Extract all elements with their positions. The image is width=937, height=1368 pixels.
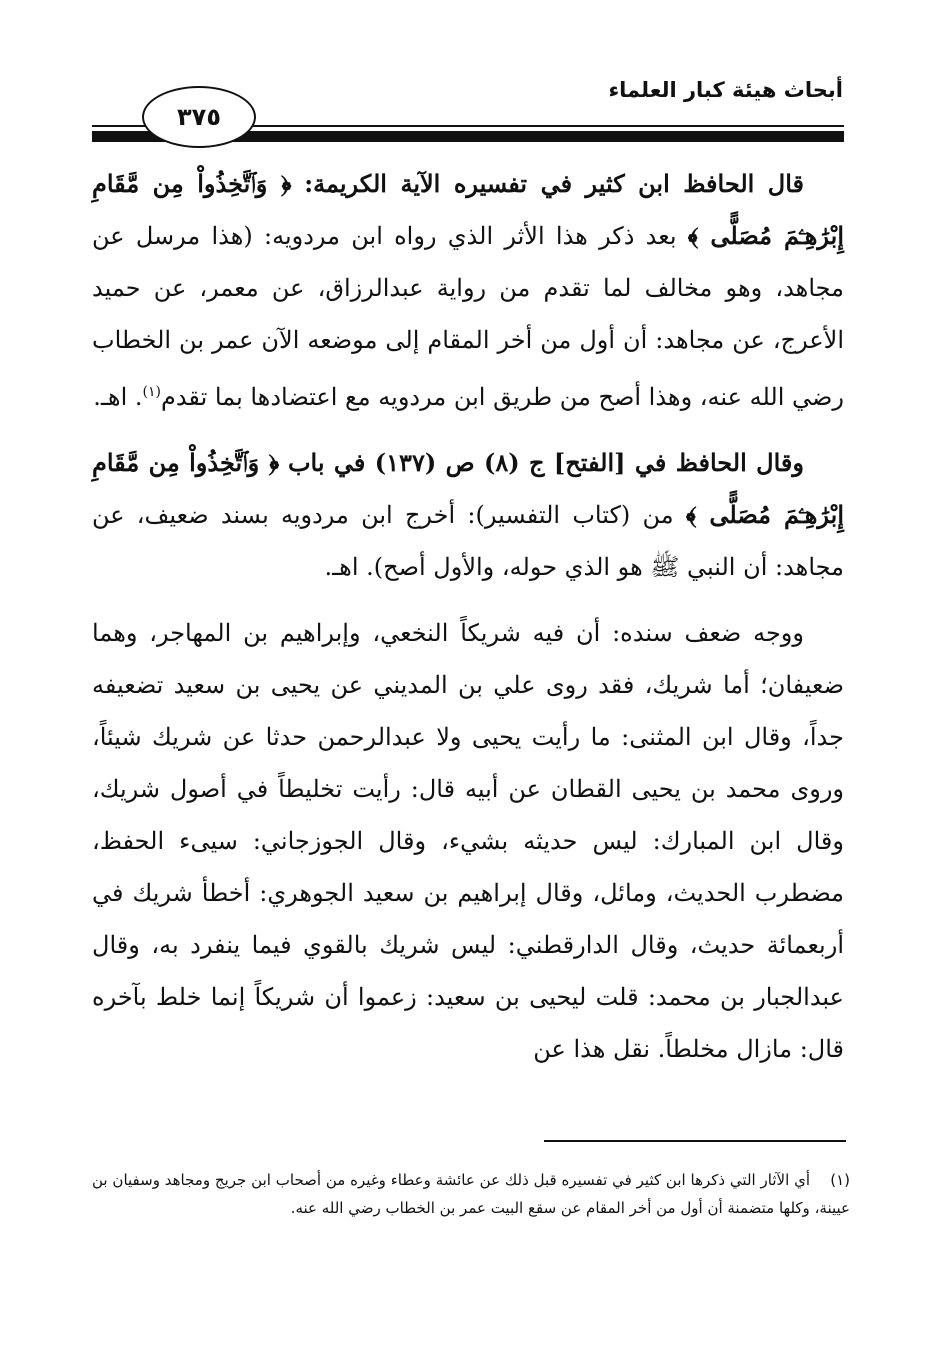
paragraph-text: بعد ذكر هذا الأثر الذي رواه ابن مردويه: (هذا مرسل عن مجاهد، وهو مخالف لما تقدم من رواية عبدالرزاق، عن معمر، عن حميد الأعرج، عن مجاهد: أن أول من أخر المقام إلى موضعه الآن عمر بن الخطاب رضي الله عنه، وهذا أصح من طريق ابن مردويه مع اعتضادها بما تقدم	[92, 222, 844, 411]
footnote-reference: (١)	[142, 384, 161, 400]
paragraph-text: ووجه ضعف سنده: أن فيه شريكاً النخعي، وإبراهيم بن المهاجر، وهما ضعيفان؛ أما شريك، فقد روى علي بن المديني عن يحيى بن سعيد تضعيفه جداً، وقال ابن المثنى: ما رأيت يحيى ولا عبدالرحمن حدثا عن شريك شيئاً، وروى محمد بن يحيى القطان عن أبيه قال: رأيت تخليطاً في أصول شريك، وقال ابن المبارك: ليس حديثه بشيء، وقال الجوزجاني: سيىء الحفظ، مضطرب الحديث، ومائل، وقال إبراهيم بن سعيد الجوهري: أخطأ شريك في أربعمائة حديث، وقال الدارقطني: ليس شريك بالقوي فيما ينفرد به، وقال عبدالجبار بن محمد: قلت ليحيى بن سعيد: زعموا أن شريكاً إنما خلط بآخره قال: مازال مخلطاً. نقل هذا عن	[92, 619, 844, 1063]
page-number-badge	[142, 86, 256, 148]
paragraph-weakness	[92, 607, 844, 1075]
paragraph-end: . اهـ.	[93, 383, 143, 411]
paragraph-lead: قال الحافظ ابن كثير في تفسيره الآية الكريمة:	[304, 169, 804, 198]
main-text	[92, 158, 844, 1089]
paragraph-ibn-kathir	[92, 158, 844, 423]
running-header-title: أبحاث هيئة كبار العلماء	[608, 78, 843, 102]
footnote	[92, 1166, 850, 1222]
paragraph-lead: وقال الحافظ في [الفتح] ج (٨) ص (١٣٧) في باب	[287, 448, 804, 477]
footnote-separator	[544, 1140, 846, 1142]
quranic-verse: ﴿ وَٱتَّخِذُواْ مِن مَّقَامِ إِبْرَٰهِـۧمَ مُصَلًّى ﴾	[92, 448, 844, 529]
footnote-number: (١)	[830, 1171, 850, 1189]
footnote-text: أي الآثار التي ذكرها ابن كثير في تفسيره قبل ذلك عن عائشة وعطاء وغيره من أصحاب ابن جريج ومجاهد وسفيان بن عيينة، وكلها متضمنة أن أول من أخر المقام عن سقع البيت عمر بن الخطاب رضي الله عنه.	[92, 1171, 850, 1217]
quranic-verse: ﴿ وَٱتَّخِذُواْ مِن مَّقَامِ إِبْرَٰهِـۧمَ مُصَلًّى ﴾	[92, 169, 844, 250]
paragraph-fath	[92, 437, 844, 593]
page-number: ٣٧٥	[177, 103, 221, 131]
paragraph-text: من (كتاب التفسير): أخرج ابن مردويه بسند ضعيف، عن مجاهد: أن النبي ﷺ هو الذي حوله، والأول أصح). اهـ.	[92, 501, 844, 581]
